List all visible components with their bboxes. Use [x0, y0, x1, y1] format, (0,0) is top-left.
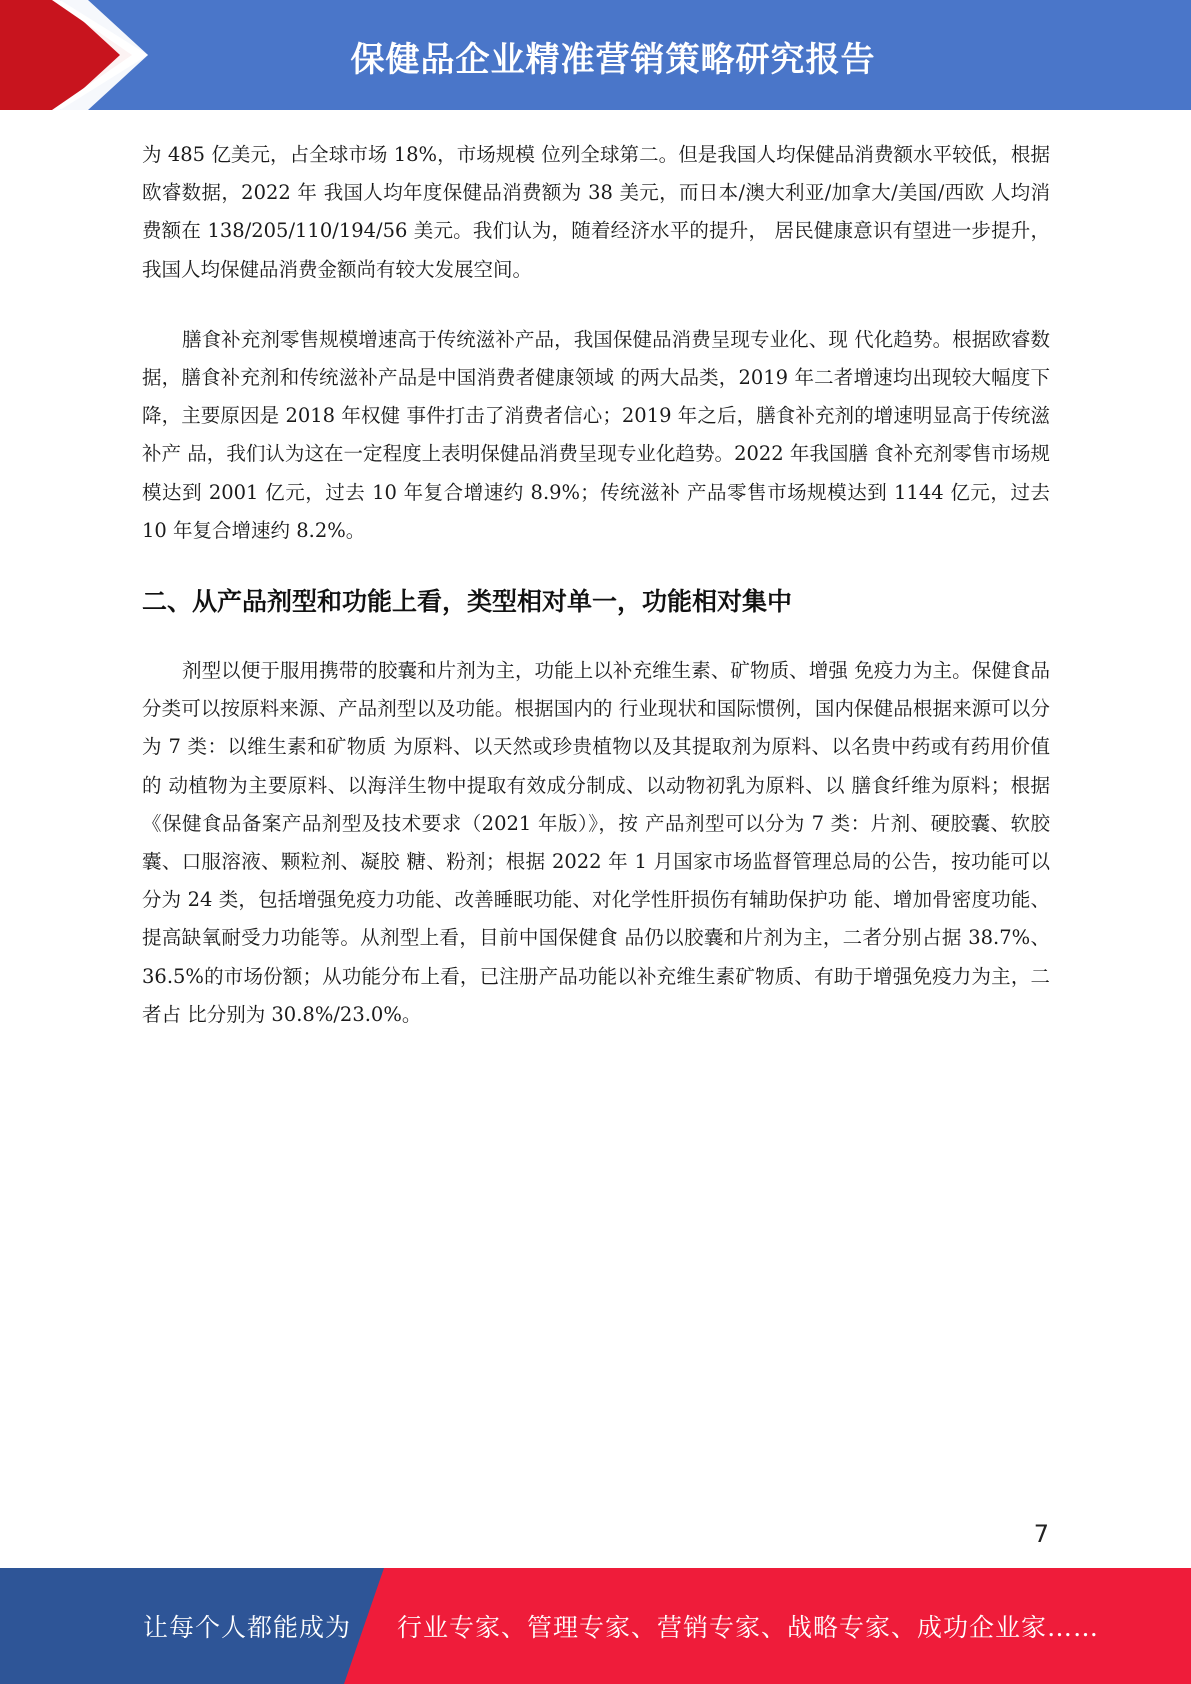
section-heading: 二、从产品剂型和功能上看，类型相对单一，功能相对集中	[142, 587, 793, 617]
page-footer	[0, 1568, 1191, 1684]
page-header	[0, 0, 1191, 110]
report-title: 保健品企业精准营销策略研究报告	[350, 39, 876, 80]
paragraph-product-forms: 剂型以便于服用携带的胶囊和片剂为主，功能上以补充维生素、矿物质、增强 免疫力为主。保健食品分类可以按原料来源、产品剂型以及功能。根据国内的 行业现状和国际惯例，国内保健品根据来源可以分为 7 类：以维生素和矿物质 为原料、以天然或珍贵植物以及其提取剂为原料、以名贵中药或有药用价值的 动植物为主要原料、以海洋生物中提取有效成分制成、以动物初乳为原料、以 膳食纤维为原料；根据《保健食品备案产品剂型及技术要求（2021 年版）》，按 产品剂型可以分为 7 类：片剂、硬胶囊、软胶囊、口服溶液、颗粒剂、凝胶 糖、粉剂；根据 2022 年 1 月国家市场监督管理总局的公告，按功能可以分为 24 类，包括增强免疫力功能、改善睡眠功能、对化学性肝损伤有辅助保护功 能、增加骨密度功能、提高缺氧耐受力功能等。从剂型上看，目前中国保健食 品仍以胶囊和片剂为主，二者分别占据 38.7%、36.5%的市场份额；从功能分布上看，已注册产品功能以补充维生素矿物质、有助于增强免疫力为主，二者占 比分别为 30.8%/23.0%。	[142, 659, 1050, 1026]
paragraph-market-size: 为 485 亿美元，占全球市场 18%，市场规模 位列全球第二。但是我国人均保健品消费额水平较低，根据欧睿数据，2022 年 我国人均年度保健品消费额为 38 美元，而日本/澳大利亚/加拿大/美国/西欧 人均消费额在 138/205/110/194/56 美元。我们认为，随着经济水平的提升， 居民健康意识有望进一步提升，我国人均保健品消费金额尚有较大发展空间。	[142, 143, 1050, 281]
footer-slogan-left: 让每个人都能成为	[143, 1613, 352, 1642]
document-body	[142, 136, 1050, 1066]
footer-slogan-right: 行业专家、管理专家、营销专家、战略专家、成功企业家……	[397, 1613, 1100, 1642]
page-number: 7	[1033, 1520, 1049, 1548]
paragraph-dietary-supplements: 膳食补充剂零售规模增速高于传统滋补产品，我国保健品消费呈现专业化、现 代化趋势。根据欧睿数据，膳食补充剂和传统滋补产品是中国消费者健康领域 的两大品类，2019 年二者增速均出现较大幅度下降，主要原因是 2018 年权健 事件打击了消费者信心；2019 年之后，膳食补充剂的增速明显高于传统滋补产 品，我们认为这在一定程度上表明保健品消费呈现专业化趋势。2022 年我国膳 食补充剂零售市场规模达到 2001 亿元，过去 10 年复合增速约 8.9%；传统滋补 产品零售市场规模达到 1144 亿元，过去 10 年复合增速约 8.2%。	[142, 327, 1050, 542]
